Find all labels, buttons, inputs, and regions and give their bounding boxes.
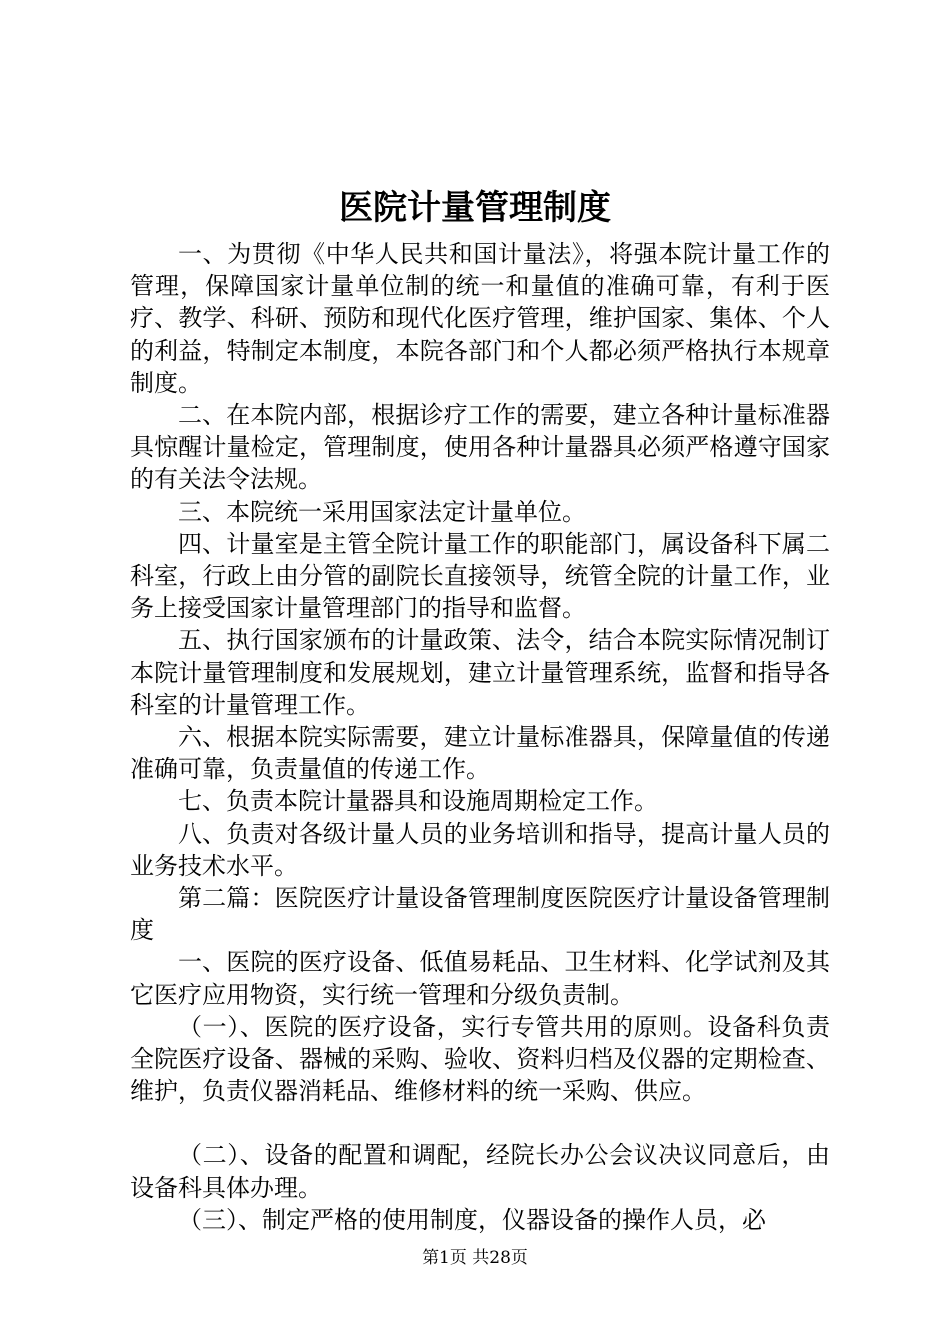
paragraph-5: 五、执行国家颁布的计量政策、法令，结合本院实际情况制订本院计量管理制度和发展规划，建立计量管理系统，监督和指导各科室的计量管理工作。 xyxy=(130,626,830,719)
paragraph-11: （二）、设备的配置和调配，经院长办公会议决议同意后，由设备科具体办理。 xyxy=(130,1141,830,1202)
paragraph-12: （三）、制定严格的使用制度，仪器设备的操作人员，必 xyxy=(178,1205,766,1234)
document-body xyxy=(130,238,830,1236)
paragraph-6: 六、根据本院实际需要，建立计量标准器具，保障量值的传递准确可靠，负责量值的传递工作。 xyxy=(130,723,830,784)
document-title: 医院计量管理制度 xyxy=(339,188,611,228)
paragraph-7: 七、负责本院计量器具和设施周期检定工作。 xyxy=(178,787,658,816)
paragraph-8: 八、负责对各级计量人员的业务培训和指导，提高计量人员的业务技术水平。 xyxy=(130,819,830,880)
paragraph-4: 四、计量室是主管全院计量工作的职能部门，属设备科下属二科室，行政上由分管的副院长直接领导，统管全院的计量工作，业务上接受国家计量管理部门的指导和监督。 xyxy=(130,529,830,623)
paragraph-3: 三、本院统一采用国家法定计量单位。 xyxy=(178,497,586,526)
paragraph-1: 一、为贯彻《中华人民共和国计量法》，将强本院计量工作的管理，保障国家计量单位制的统一和量值的准确可靠，有利于医疗、教学、科研、预防和现代化医疗管理，维护国家、集体、个人的利益，特制定本制度，本院各部门和个人都必须严格执行本规章制度。 xyxy=(130,240,830,397)
section-heading-part-two: 第二篇：医院医疗计量设备管理制度医院医疗计量设备管理制度 xyxy=(130,884,830,945)
paragraph-9: 一、医院的医疗设备、低值易耗品、卫生材料、化学试剂及其它医疗应用物资，实行统一管理和分级负责制。 xyxy=(130,948,830,1009)
paragraph-2: 二、在本院内部，根据诊疗工作的需要，建立各种计量标准器具惊醒计量检定，管理制度，使用各种计量器具必须严格遵守国家的有关法令法规。 xyxy=(130,401,830,494)
page-footer: 第1页 共28页 xyxy=(422,1248,528,1268)
paragraph-10: （一）、医院的医疗设备，实行专管共用的原则。设备科负责全院医疗设备、器械的采购、验收、资料归档及仪器的定期检查、维护，负责仪器消耗品、维修材料的统一采购、供应。 xyxy=(130,1012,830,1106)
